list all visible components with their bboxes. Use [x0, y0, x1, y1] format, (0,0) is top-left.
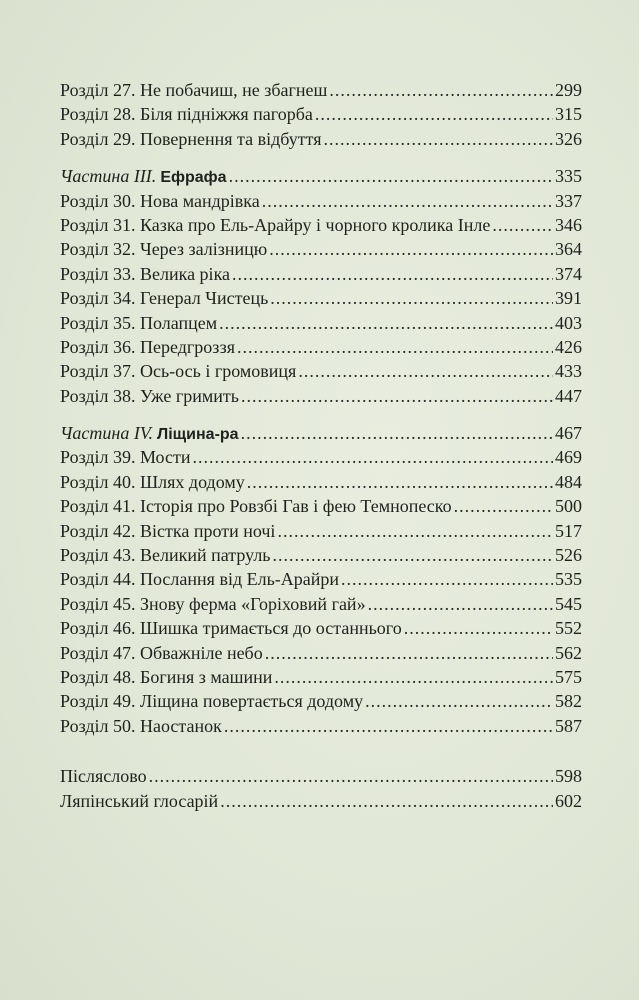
toc-entry-page: 315	[555, 104, 582, 125]
toc-entry-title: Розділ 36. Передгроззя	[60, 336, 235, 357]
table-of-contents	[60, 78, 582, 813]
toc-entry-title: Ляпінський глосарій	[60, 790, 219, 811]
toc-entry-title: Розділ 39. Мости	[60, 447, 191, 468]
toc-entry-chapter-39	[60, 445, 582, 469]
toc-entry-page: 391	[555, 288, 582, 309]
section-gap	[60, 408, 582, 421]
dot-leader	[269, 237, 553, 261]
toc-part-title	[60, 164, 227, 190]
toc-entry-page: 587	[555, 715, 582, 736]
dot-leader	[298, 359, 553, 383]
toc-entry-chapter-46	[60, 616, 582, 640]
toc-entry-title: Розділ 46. Шишка тримається до останнього	[60, 618, 402, 639]
dot-leader	[241, 421, 553, 445]
dot-leader	[341, 567, 553, 591]
part-name: Ліщина-ра	[157, 426, 239, 444]
toc-entry-page: 598	[555, 766, 582, 787]
toc-entry-title: Розділ 44. Послання від Ель-Арайри	[60, 569, 340, 590]
dot-leader	[365, 689, 553, 713]
toc-entry-page: 364	[555, 239, 582, 260]
toc-entry-page: 500	[555, 496, 582, 517]
toc-part-page: 467	[555, 423, 582, 444]
toc-entry-chapter-38	[60, 384, 582, 408]
toc-entry-title: Розділ 31. Казка про Ель-Арайру і чорного кролика Інле	[60, 214, 491, 235]
toc-entry-page: 433	[555, 361, 582, 382]
toc-entry-chapter-50	[60, 714, 582, 738]
toc-entry-title: Розділ 28. Біля підніжжя пагорба	[60, 104, 313, 125]
toc-part-3	[60, 164, 582, 188]
toc-entry-chapter-35	[60, 311, 582, 335]
toc-entry-title: Розділ 50. Наостанок	[60, 715, 222, 736]
toc-entry-title: Розділ 43. Великий патруль	[60, 545, 271, 566]
dot-leader	[368, 592, 553, 616]
toc-entry-title: Розділ 29. Повернення та відбуття	[60, 128, 322, 149]
toc-entry-page: 426	[555, 336, 582, 357]
toc-entry-glossary	[60, 789, 582, 813]
dot-leader	[232, 262, 553, 286]
toc-entry-chapter-31	[60, 213, 582, 237]
toc-entry-title: Розділ 37. Ось-ось і громовиця	[60, 361, 297, 382]
toc-entry-afterword	[60, 764, 582, 788]
dot-leader	[229, 164, 553, 188]
toc-entry-chapter-32	[60, 237, 582, 261]
dot-leader	[149, 764, 553, 788]
toc-entry-chapter-34	[60, 286, 582, 310]
toc-part-page: 335	[555, 166, 582, 187]
toc-entry-title: Післяслово	[60, 766, 147, 787]
toc-entry-page: 469	[555, 447, 582, 468]
toc-entry-chapter-37	[60, 359, 582, 383]
toc-entry-title: Розділ 30. Нова мандрівка	[60, 190, 260, 211]
toc-entry-chapter-47	[60, 641, 582, 665]
dot-leader	[220, 789, 553, 813]
toc-entry-page: 403	[555, 312, 582, 333]
part-label: Частина III.	[60, 166, 157, 187]
toc-entry-chapter-42	[60, 519, 582, 543]
toc-entry-chapter-41	[60, 494, 582, 518]
toc-entry-chapter-40	[60, 470, 582, 494]
toc-entry-title: Розділ 45. Знову ферма «Горіховий гай»	[60, 593, 366, 614]
dot-leader	[237, 335, 553, 359]
dot-leader	[273, 543, 553, 567]
toc-entry-chapter-48	[60, 665, 582, 689]
toc-entry-chapter-49	[60, 689, 582, 713]
dot-leader	[265, 641, 553, 665]
section-gap	[60, 151, 582, 164]
toc-entry-title: Розділ 27. Не побачиш, не збагнеш	[60, 80, 328, 100]
dot-leader	[454, 494, 553, 518]
toc-entry-chapter-43	[60, 543, 582, 567]
dot-leader	[192, 445, 553, 469]
toc-entry-page: 602	[555, 790, 582, 811]
toc-entry-title: Розділ 47. Обважніле небо	[60, 642, 263, 663]
toc-entry-title: Розділ 35. Полапцем	[60, 312, 218, 333]
toc-entry-page: 545	[555, 593, 582, 614]
toc-entry-page: 535	[555, 569, 582, 590]
toc-entry-page: 346	[555, 214, 582, 235]
dot-leader	[247, 470, 553, 494]
toc-entry-chapter-28	[60, 102, 582, 126]
toc-entry-page: 582	[555, 691, 582, 712]
toc-entry-chapter-29	[60, 127, 582, 151]
dot-leader	[404, 616, 553, 640]
toc-entry-title: Розділ 34. Генерал Чистець	[60, 288, 269, 309]
toc-entry-page: 337	[555, 190, 582, 211]
toc-entry-chapter-33	[60, 262, 582, 286]
toc-entry-chapter-44	[60, 567, 582, 591]
dot-leader	[277, 519, 553, 543]
toc-entry-page: 326	[555, 128, 582, 149]
dot-leader	[492, 213, 553, 237]
toc-entry-page: 562	[555, 642, 582, 663]
dot-leader	[241, 384, 553, 408]
toc-entry-title: Розділ 49. Ліщина повертається додому	[60, 691, 364, 712]
toc-part-4	[60, 421, 582, 445]
section-gap	[60, 738, 582, 764]
toc-entry-page: 526	[555, 545, 582, 566]
dot-leader	[315, 102, 553, 126]
toc-entry-page: 484	[555, 471, 582, 492]
toc-entry-chapter-30	[60, 189, 582, 213]
toc-entry-chapter-27	[60, 78, 582, 102]
dot-leader	[262, 189, 553, 213]
toc-entry-title: Розділ 32. Через залізницю	[60, 239, 268, 260]
toc-entry-page: 517	[555, 520, 582, 541]
dot-leader	[324, 127, 553, 151]
toc-entry-title: Розділ 42. Вістка проти ночі	[60, 520, 276, 541]
toc-entry-title: Розділ 38. Уже гримить	[60, 385, 239, 406]
dot-leader	[219, 311, 553, 335]
toc-entry-chapter-36	[60, 335, 582, 359]
part-name: Ефрафа	[160, 169, 227, 187]
toc-entry-page: 575	[555, 666, 582, 687]
toc-entry-page: 447	[555, 385, 582, 406]
toc-part-title	[60, 421, 239, 447]
toc-entry-title: Розділ 40. Шлях додому	[60, 471, 245, 492]
dot-leader	[329, 78, 553, 102]
dot-leader	[270, 286, 553, 310]
toc-entry-page: 299	[555, 80, 582, 100]
toc-entry-title: Розділ 33. Велика ріка	[60, 263, 231, 284]
toc-entry-title: Розділ 41. Історія про Ровзбі Гав і фею Темнопеско	[60, 496, 452, 517]
toc-entry-chapter-45	[60, 592, 582, 616]
part-label: Частина IV.	[60, 423, 153, 444]
dot-leader	[274, 665, 553, 689]
dot-leader	[224, 714, 553, 738]
toc-entry-page: 374	[555, 263, 582, 284]
toc-entry-page: 552	[555, 618, 582, 639]
toc-entry-title: Розділ 48. Богиня з машини	[60, 666, 273, 687]
